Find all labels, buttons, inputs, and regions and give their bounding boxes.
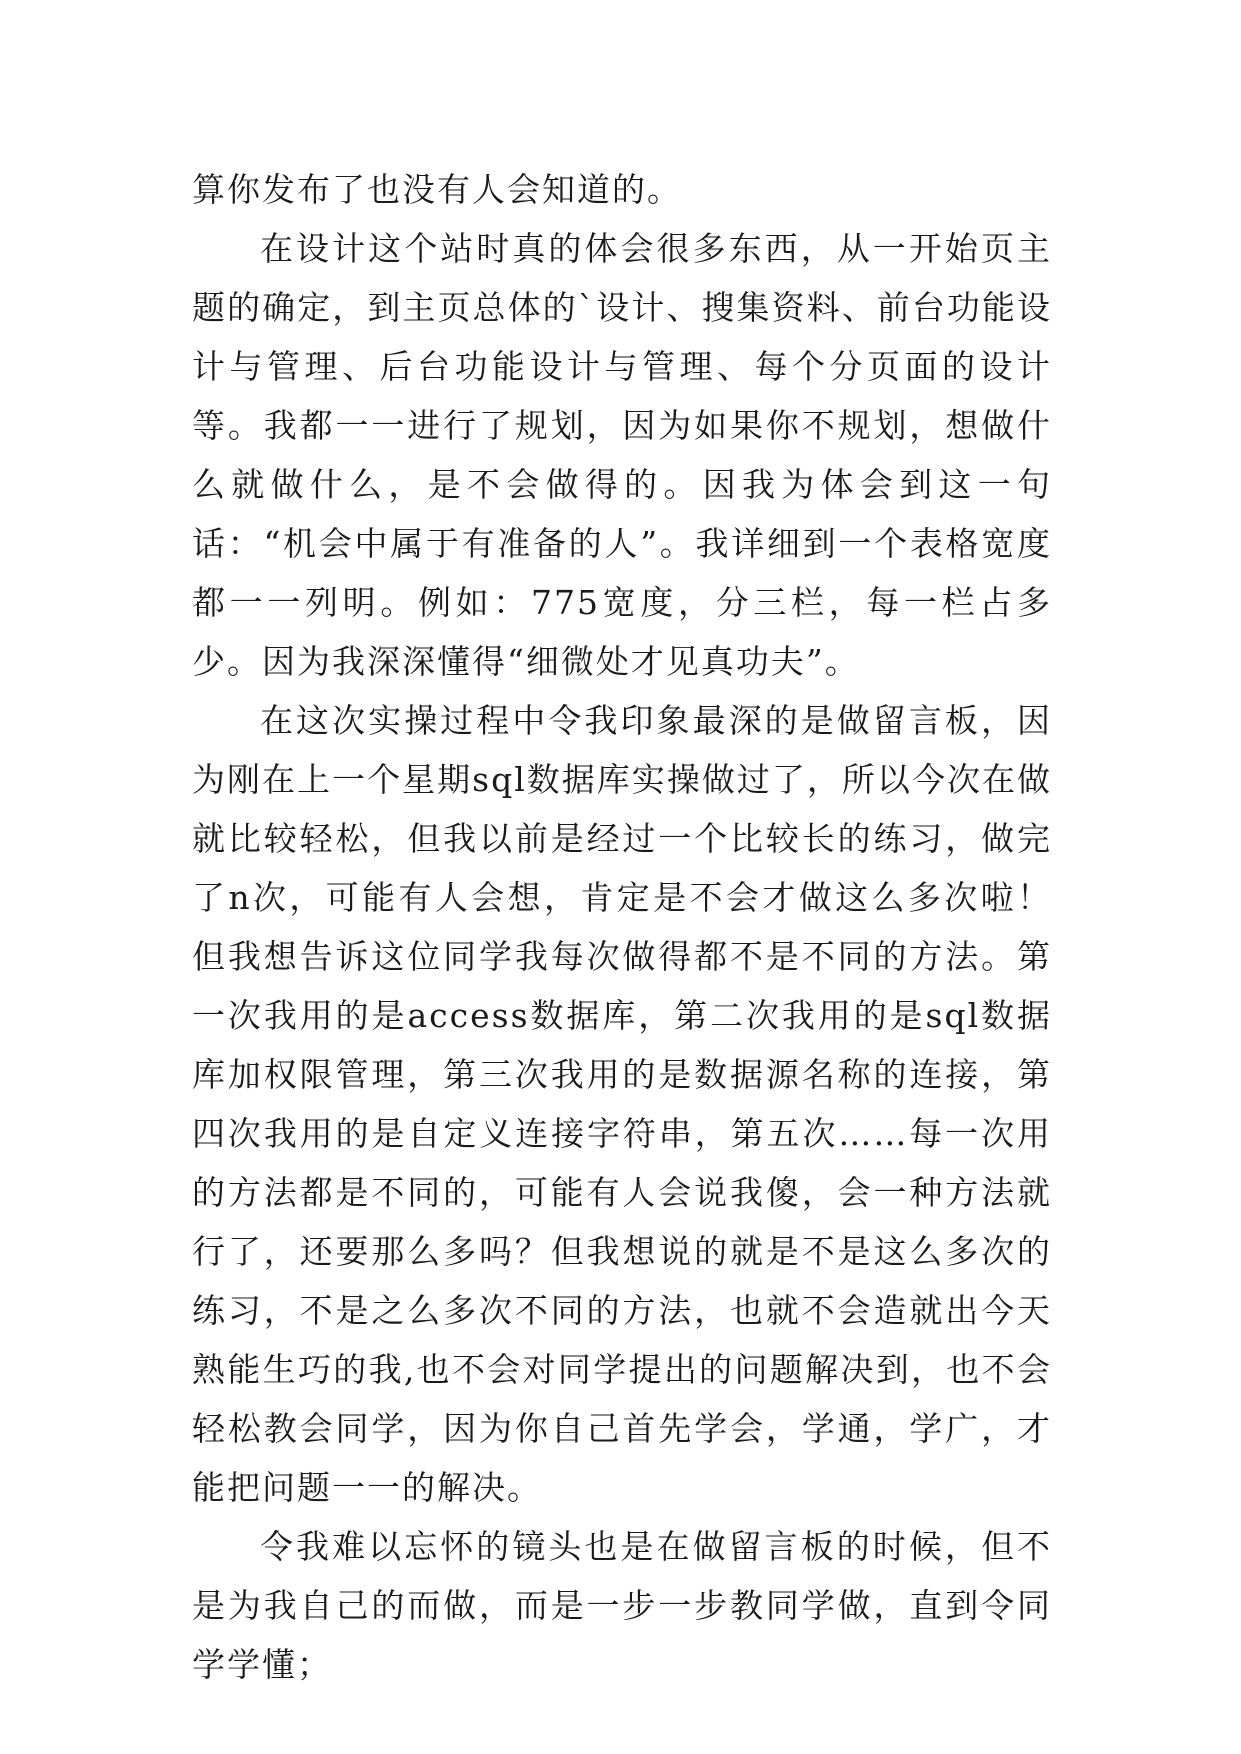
paragraph-2: 在设计这个站时真的体会很多东西，从一开始页主题的确定，到主页总体的`设计、搜集资料、前台功能设计与管理、后台功能设计与管理、每个分页面的设计等。我都一一进行了规划，因为如果你不规划，想做什么就做什么，是不会做得的。因我为体会到这一句话：“机会中属于有准备的人”。我详细到一个表格宽度都一一列明。例如：775宽度，分三栏，每一栏占多少。因为我深深懂得“细微处才见真功夫”。 — [192, 229, 1052, 681]
paragraph-3: 在这次实操过程中令我印象最深的是做留言板，因为刚在上一个星期sql数据库实操做过了，所以今次在做就比较轻松，但我以前是经过一个比较长的练习，做完了n次，可能有人会想，肯定是不会才做这么多次啦！但我想告诉这位同学我每次做得都不是不同的方法。第一次我用的是access数据库，第二次我用的是sql数据库加权限管理，第三次我用的是数据源名称的连接，第四次我用的是自定义连接字符串，第五次……每一次用的方法都是不同的，可能有人会说我傻，会一种方法就行了，还要那么多吗？但我想说的就是不是这么多次的练习，不是之么多次不同的方法，也就不会造就出今天熟能生巧的我,也不会对同学提出的问题解决到，也不会轻松教会同学，因为你自己首先学会，学通，学广，才能把问题一一的解决。 — [192, 701, 1052, 1507]
paragraph-1: 算你发布了也没有人会知道的。 — [192, 170, 682, 209]
paragraph-4: 令我难以忘怀的镜头也是在做留言板的时候，但不是为我自己的而做，而是一步一步教同学做，直到令同学学懂； — [192, 1527, 1052, 1684]
document-body — [192, 160, 1052, 1694]
